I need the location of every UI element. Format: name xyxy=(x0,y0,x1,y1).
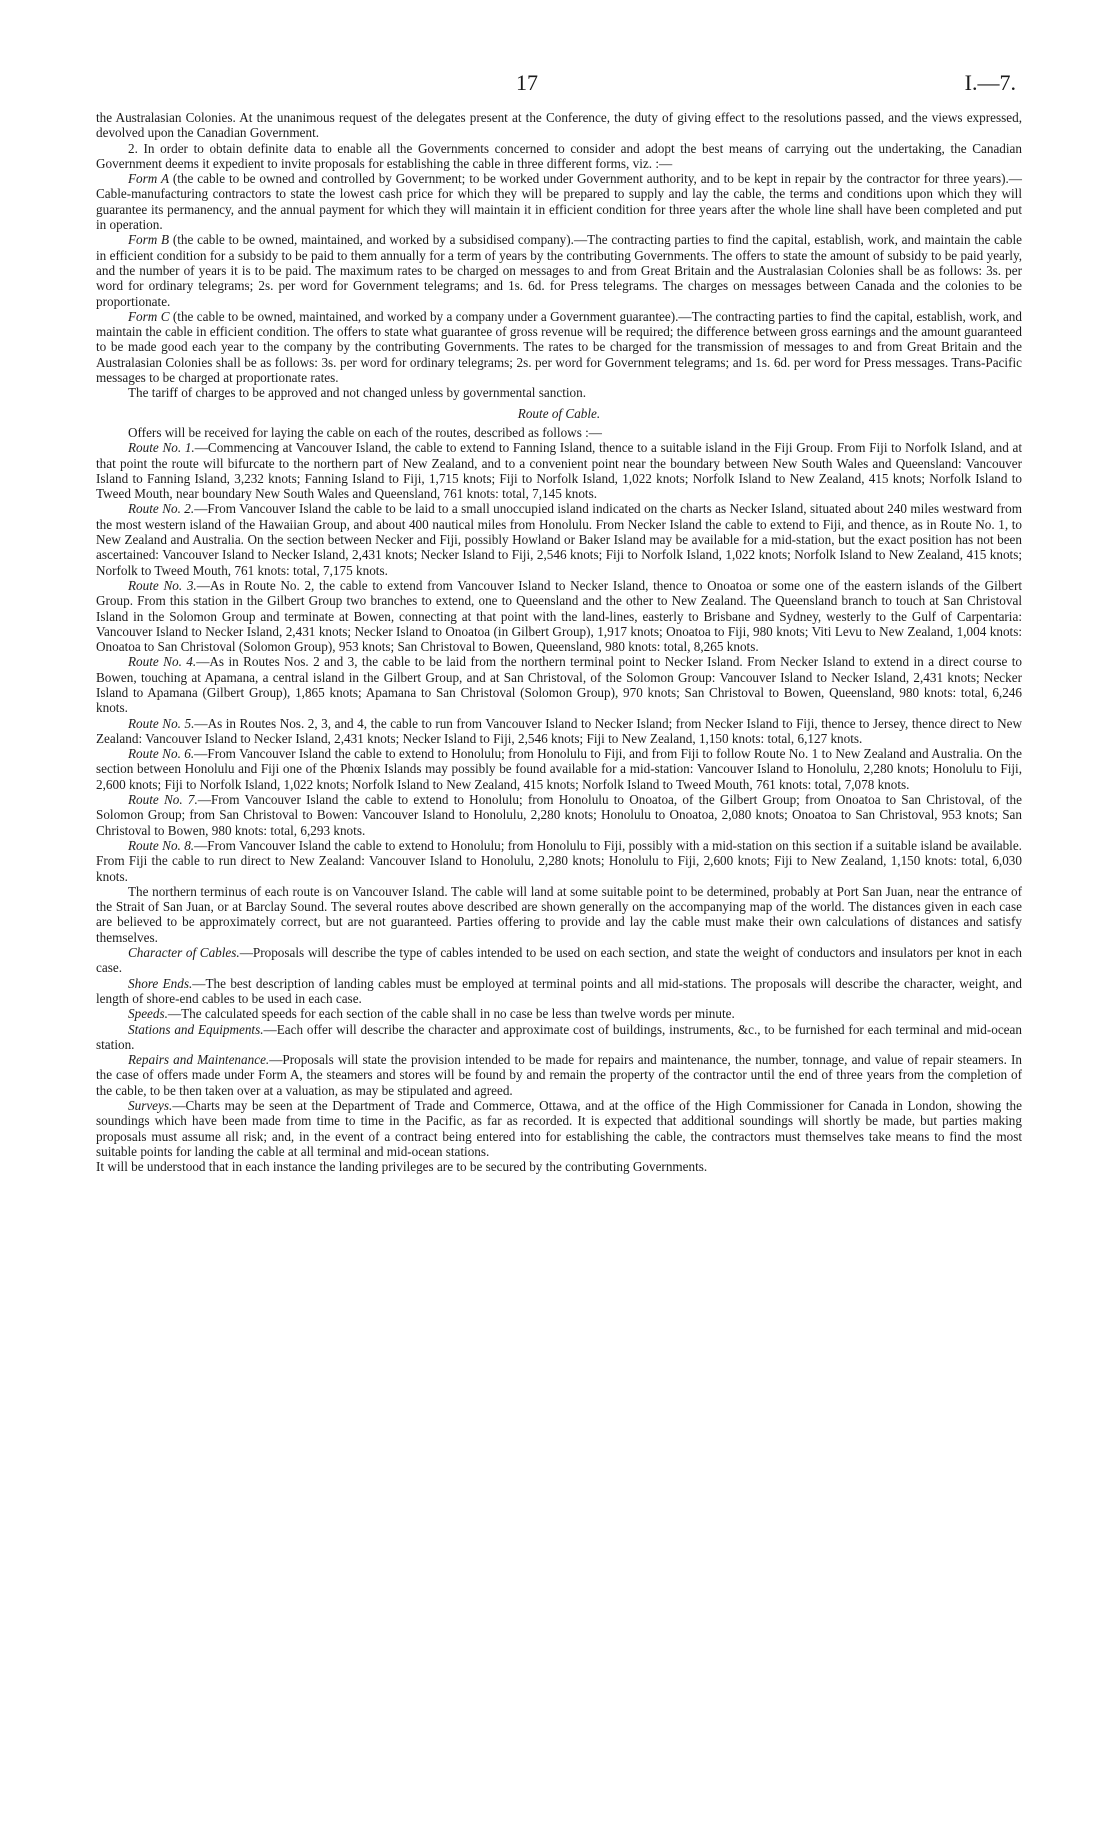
paragraph-speeds: Speeds.—The calculated speeds for each section of the cable shall in no case be less than twelve words per minute. xyxy=(128,1006,735,1022)
document-page xyxy=(96,70,1022,1174)
document-body xyxy=(96,110,1022,1174)
route-7: Route No. 7.—From Vancouver Island the cable to extend to Honolulu; from Honolulu to Onoatoa, of the Gilbert Group; from Onoatoa to San Christoval, of the Solomon Group; from San Christoval to Bowen: Vancouver Island to Honolulu, 2,280 knots; Honolulu to Onoatoa, 2,080 knots; Onoatoa to San Christoval, 953 knots; San Christoval to Bowen, 980 knots: total, 6,293 knots. xyxy=(96,792,1022,838)
route-8: Route No. 8.—From Vancouver Island the cable to extend to Honolulu; from Honolulu to Fiji, possibly with a mid-station on this section if a suitable island be available. From Fiji the cable to run direct to New Zealand: Vancouver Island to Honolulu, 2,280 knots; Honolulu to Fiji, 2,600 knots; Fiji to New Zealand, 1,150 knots: total, 6,030 knots. xyxy=(96,837,1022,884)
paragraph: The tariff of charges to be approved and not changed unless by governmental sanction. xyxy=(128,385,587,401)
route-5: Route No. 5.—As in Routes Nos. 2, 3, and 4, the cable to run from Vancouver Island to Necker Island; from Necker Island to Fiji, thence to Jersey, thence direct to New Zealand: Vancouver Island to Necker Island, 2,431 knots; Necker Island to Fiji, 2,546 knots; Fiji to New Zealand, 1,150 knots: total, 6,127 knots. xyxy=(96,715,1023,746)
paragraph-form-c: Form C (the cable to be owned, maintained, and worked by a company under a Government guarantee).—The contracting parties to find the capital, establish, work, and maintain the cable in efficient condition. The offers to state what guarantee of gross revenue will be required; the difference between gross earnings and the amount guaranteed to be made good each year to the company by the contributing Governments. The rates to be charged for the transmission of messages to and from Great Britain and the Australasian Colonies shall be as follows: 3s. per word for ordinary telegrams; 2s. per word for Government telegrams; and 1s. 6d. per word for Press messages. Trans-Pacific messages to be charged at proportionate rates. xyxy=(96,308,1022,386)
paragraph-form-a: Form A (the cable to be owned and controlled by Government; to be worked under Government authority, and to be kept in repair by the contractor for three years).—Cable-manufacturing contractors to state the lowest cash price for which they will be prepared to supply and lay the cable, the terms and conditions upon which they will guarantee its permanency, and the annual payment for which they will maintain it in efficient condition for three years after the whole line shall have been completed and put in operation. xyxy=(96,171,1022,233)
page-header xyxy=(96,70,1022,110)
paragraph: 2. In order to obtain definite data to enable all the Governments concerned to consider and adopt the best means of carrying out the undertaking, the Canadian Government deems it expedient to invite proposals for establishing the cable in three different forms, viz. :— xyxy=(96,140,1022,171)
paragraph-terminus: The northern terminus of each route is on Vancouver Island. The cable will land at some suitable point to be determined, probably at Port San Juan, near the entrance of the Strait of San Juan, or at Barclay Sound. The several routes above described are shown generally on the accompanying map of the world. The distances given in each case are believed to be approximately correct, but are not guaranteed. Parties offering to provide and lay the cable must make their own calculations of distances and satisfy themselves. xyxy=(96,883,1022,945)
paragraph-form-b: Form B (the cable to be owned, maintained, and worked by a subsidised company).—The contracting parties to find the capital, establish, work, and maintain the cable in efficient condition for a subsidy to be paid to them annually for a term of years by the contributing Governments. The offers to state the amount of subsidy to be paid yearly, and the number of years it is to be paid. The maximum rates to be charged on messages to and from Great Britain and the Australasian Colonies shall be as follows: 3s. per word for ordinary telegrams; 2s. per word for Government telegrams; and 1s. 6d. for Press telegrams. The charges on messages between Canada and the colonies to be proportionate. xyxy=(96,232,1022,309)
paragraph-stations: Stations and Equipments.—Each offer will describe the character and approximate cost of buildings, instruments, &c., to be furnished for each terminal and mid-ocean station. xyxy=(96,1021,1022,1052)
route-1: Route No. 1.—Commencing at Vancouver Island, the cable to extend to Fanning Island, thence to a suitable island in the Fiji Group. From Fiji to Norfolk Island, and at that point the route will bifurcate to the northern part of New Zealand, and to a convenient point near the boundary between New South Wales and Queensland: Vancouver Island to Fanning Island, 3,232 knots; Fanning Island to Fiji, 1,715 knots; Fiji to Norfolk Island, 1,022 knots; Norfolk Island to New Zealand, 415 knots; Norfolk Island to Tweed Mouth, near boundary New South Wales and Queensland, 761 knots: total, 7,145 knots. xyxy=(96,440,1022,502)
page-number: 17 xyxy=(516,70,538,95)
route-2: Route No. 2.—From Vancouver Island the cable to be laid to a small unoccupied island indicated on the charts as Necker Island, situated about 240 miles westward from the most western island of the Hawaiian Group, and about 400 nautical miles from Honolulu. From Necker Island the cable to extend to Fiji, and thence, as in Route No. 1, to New Zealand and Australia. On the section between Necker and Fiji, possibly Howland or Baker Island may be available for a mid-station, but the exact position has not been ascertained: Vancouver Island to Necker Island, 2,431 knots; Necker Island to Fiji, 2,546 knots; Fiji to Norfolk Island, 1,022 knots; Norfolk Island to New Zealand, 415 knots; Norfolk to Tweed Mouth, 761 knots: total, 7,175 knots. xyxy=(96,501,1022,578)
paragraph-surveys: Surveys.—Charts may be seen at the Department of Trade and Commerce, Ottawa, and at the office of the High Commissioner for Canada in London, showing the soundings which have been made from time to time in the Pacific, as far as recorded. It is expected that additional soundings will shortly be made, but parties making proposals must assume all risk; and, in the event of a contract being entered into for establishing the cable, the contractors must themselves take means to find the most suitable points for landing the cable at all terminal and mid-ocean stations. xyxy=(96,1098,1022,1159)
route-4: Route No. 4.—As in Routes Nos. 2 and 3, the cable to be laid from the northern terminal point to Necker Island. From Necker Island to extend in a direct course to Bowen, touching at Apamana, a central island in the Gilbert Group, and at San Christoval, of the Solomon Group: Vancouver Island to Necker Island, 2,431 knots; Necker Island to Apamana (Gilbert Group), 1,865 knots; Apamana to San Christoval (Solomon Group), 970 knots; San Christoval to Bowen, Queensland, 980 knots: total, 6,246 knots. xyxy=(96,654,1023,716)
paragraph-landing-privileges: It will be understood that in each instance the landing privileges are to be secured by the contributing Governments. xyxy=(96,1159,708,1175)
document-reference: I.—7. xyxy=(964,70,1016,95)
paragraph-shore-ends: Shore Ends.—The best description of landing cables must be employed at terminal points and all mid-stations. The proposals will describe the character, weight, and length of shore-end cables to be used in each case. xyxy=(96,975,1023,1006)
section-heading: Route of Cable. xyxy=(517,405,601,421)
paragraph: Offers will be received for laying the cable on each of the routes, described as follows :— xyxy=(128,424,602,440)
route-6: Route No. 6.—From Vancouver Island the cable to extend to Honolulu; from Honolulu to Fiji, and from Fiji to follow Route No. 1 to New Zealand and Australia. On the section between Honolulu and Fiji one of the Phœnix Islands may possibly be found available for a mid-station: Vancouver Island to Honolulu, 2,280 knots; Honolulu to Fiji, 2,600 knots; Fiji to Norfolk Island, 1,022 knots; Norfolk Island to New Zealand, 415 knots; Norfolk Island to Tweed Mouth, 761 knots: total, 7,078 knots. xyxy=(96,746,1022,792)
paragraph: the Australasian Colonies. At the unanimous request of the delegates present at the Conference, the duty of giving effect to the resolutions passed, and the views expressed, devolved upon the Canadian Government. xyxy=(96,110,1022,141)
paragraph-character-of-cables: Character of Cables.—Proposals will describe the type of cables intended to be used on each section, and state the weight of conductors and insulators per knot in each case. xyxy=(96,945,1022,976)
route-3: Route No. 3.—As in Route No. 2, the cable to extend from Vancouver Island to Necker Island, thence to Onoatoa or some one of the eastern islands of the Gilbert Group. From this station in the Gilbert Group two branches to extend, one to Queensland and the other to New Zealand. The Queensland branch to touch at San Christoval Island in the Solomon Group and terminate at Bowen, connecting at that point with the land-lines, easterly to Brisbane and Sydney, westerly to the Gulf of Carpentaria: Vancouver Island to Necker Island, 2,431 knots; Necker Island to Onoatoa (in Gilbert Group), 1,917 knots; Onoatoa to Fiji, 980 knots; Viti Levu to New Zealand, 1,004 knots: Onoatoa to San Christoval (Solomon Group), 953 knots; San Christoval to Bowen, Queensland, 980 knots: total, 8,265 knots. xyxy=(96,577,1022,655)
paragraph-repairs: Repairs and Maintenance.—Proposals will state the provision intended to be made for repairs and maintenance, the number, tonnage, and value of repair steamers. In the case of offers made under Form A, the steamers and stores will be found by and remain the property of the contractor until the end of three years from the completion of the cable, to be then taken over at a valuation, as may be stipulated and agreed. xyxy=(96,1052,1022,1098)
